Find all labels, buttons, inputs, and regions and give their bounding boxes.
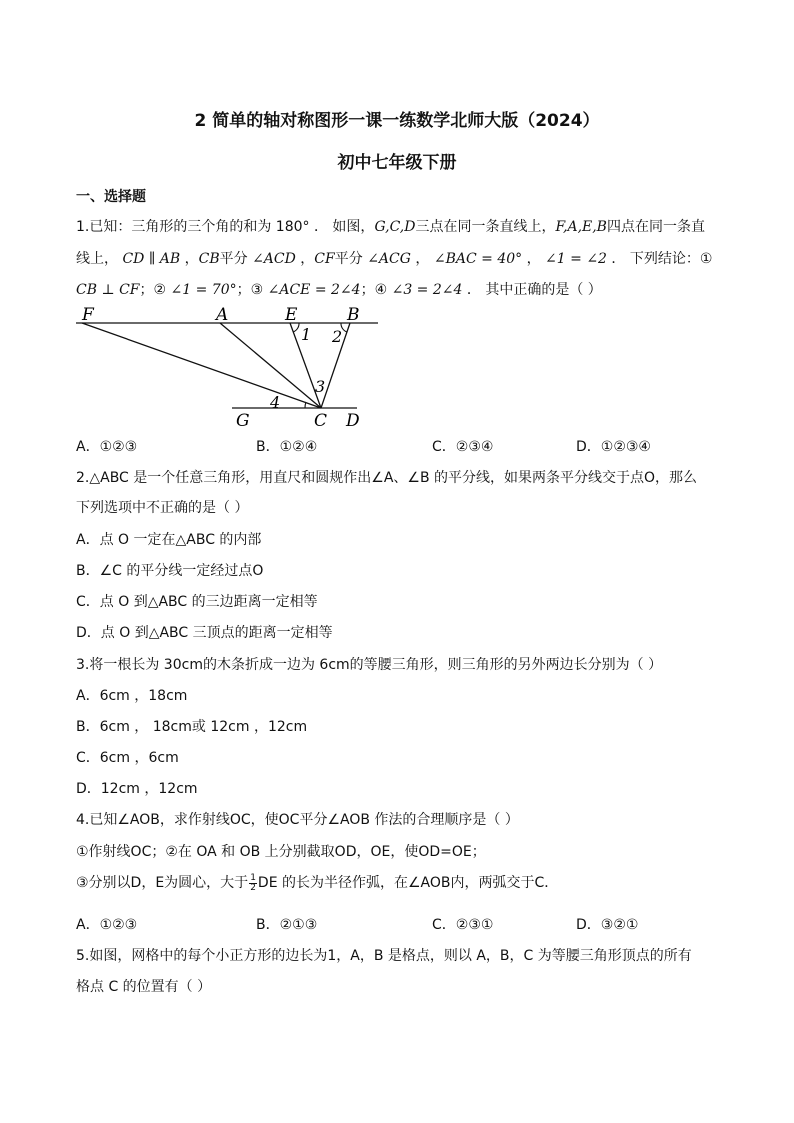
q1-line-1	[76, 216, 705, 236]
q1-math: F,A,E,B	[555, 219, 607, 235]
q2-line-2: 下列选项中不正确的是（ ）	[76, 500, 249, 516]
label-a: A	[216, 305, 229, 325]
q1-text: 平分	[334, 251, 363, 267]
label-d: D	[346, 411, 360, 431]
q1-text: ，	[300, 251, 315, 267]
q1-text: ；④	[360, 282, 388, 298]
q1-math: CB	[198, 251, 220, 267]
q3-option-d: D．12cm ，12cm	[76, 781, 198, 797]
label-e: E	[285, 305, 298, 325]
label-3: 3	[315, 377, 326, 396]
q1-math: ∠1 = 70°	[170, 282, 237, 298]
q1-math: ∠BAC = 40°	[433, 251, 523, 267]
q4-option-d: D．③②①	[576, 917, 639, 933]
label-2: 2	[332, 327, 343, 346]
q4-option-b: B．②①③	[256, 917, 318, 933]
q1-math: CD ∥ AB	[122, 251, 181, 267]
q4-line-3	[76, 872, 558, 893]
label-b: B	[347, 305, 360, 325]
section-heading: 一、选择题	[76, 189, 146, 205]
q1-option-a: A．①②③	[76, 439, 138, 455]
q2-line-1: 2.△ABC 是一个任意三角形，用直尺和圆规作出∠A、∠B 的平分线，如果两条平分线交于点O，那么	[76, 470, 698, 486]
q1-text: 四点在同一条直	[606, 219, 705, 235]
q1-option-d: D．①②③④	[576, 439, 651, 455]
label-g: G	[236, 411, 250, 431]
q1-math: ∠3 = 2∠4	[391, 282, 463, 298]
q5-line-2: 格点 C 的位置有（ ）	[76, 979, 212, 995]
q1-math: CB ⊥ CF	[76, 282, 140, 298]
fraction-half	[249, 874, 257, 893]
q4-line-2: ①作射线OC；②在 OA 和 OB 上分别截取OD，OE，使OD=OE；	[76, 844, 486, 860]
fraction-denominator: 2	[250, 882, 256, 893]
q1-text: 平分	[219, 251, 248, 267]
angle-arc-4	[305, 402, 306, 408]
q1-figure	[70, 302, 390, 432]
q2-option-c: C．点 O 到△ABC 的三边距离一定相等	[76, 594, 318, 610]
q1-text: ；②	[139, 282, 167, 298]
q1-text: 线上，	[76, 251, 118, 267]
q1-line-2	[76, 248, 712, 268]
page-title: 2 简单的轴对称图形一课一练数学北师大版（2024）	[194, 111, 600, 131]
q1-line-3	[76, 279, 602, 299]
q5-line-1: 5.如图，网格中的每个小正方形的边长为1，A，B 是格点，则以 A，B，C 为等腰三角形顶点的所有	[76, 948, 692, 964]
q2-option-a: A．点 O 一定在△ABC 的内部	[76, 532, 262, 548]
q3-option-c: C．6cm ，6cm	[76, 750, 179, 766]
q1-option-b: B．①②④	[256, 439, 318, 455]
q1-text: ；③	[236, 282, 264, 298]
q1-math: ∠ACD	[252, 251, 296, 267]
q3-option-b: B．6cm ， 18cm或 12cm ，12cm	[76, 719, 308, 735]
q1-math: ∠ACG	[367, 251, 411, 267]
q3-option-a: A．6cm ，18cm	[76, 688, 188, 704]
q4-text: DE 的长为半径作弧，在∠AOB内，两弧交于C．	[257, 875, 559, 891]
q1-text: ，	[184, 251, 199, 267]
q1-text: 1.已知：三角形的三个角的和为 180° ． 如图，	[76, 219, 375, 235]
segment-fc	[82, 323, 321, 408]
q2-option-b: B．∠C 的平分线一定经过点O	[76, 563, 264, 579]
q4-option-a: A．①②③	[76, 917, 138, 933]
label-c: C	[314, 411, 328, 431]
label-f: F	[82, 305, 94, 325]
q3-line-1: 3.将一根长为 30cm的木条折成一边为 6cm的等腰三角形，则三角形的另外两边长分别为（ ）	[76, 657, 663, 673]
q4-line-1: 4.已知∠AOB，求作射线OC，使OC平分∠AOB 作法的合理顺序是（ ）	[76, 812, 519, 828]
q1-math: ∠1 = ∠2	[545, 251, 607, 267]
q1-math: CF	[314, 251, 335, 267]
q1-option-c: C．②③④	[432, 439, 494, 455]
label-4: 4	[270, 393, 281, 412]
q1-text: ，	[415, 251, 430, 267]
q1-text: 三点在同一条直线上，	[415, 219, 556, 235]
q4-text: ③分别以D，E为圆心，大于	[76, 875, 249, 891]
q4-option-c: C．②③①	[432, 917, 494, 933]
q1-text: ． 下列结论：①	[611, 251, 713, 267]
label-1: 1	[301, 325, 312, 344]
q1-math: G,C,D	[374, 219, 416, 235]
q1-text: ． 其中正确的是（ ）	[466, 282, 602, 298]
q2-option-d: D．点 O 到△ABC 三顶点的距离一定相等	[76, 625, 333, 641]
q1-math: ∠ACE = 2∠4	[267, 282, 361, 298]
fraction-numerator: 1	[250, 872, 256, 883]
q1-text: ，	[526, 251, 541, 267]
page-subtitle: 初中七年级下册	[337, 153, 457, 173]
